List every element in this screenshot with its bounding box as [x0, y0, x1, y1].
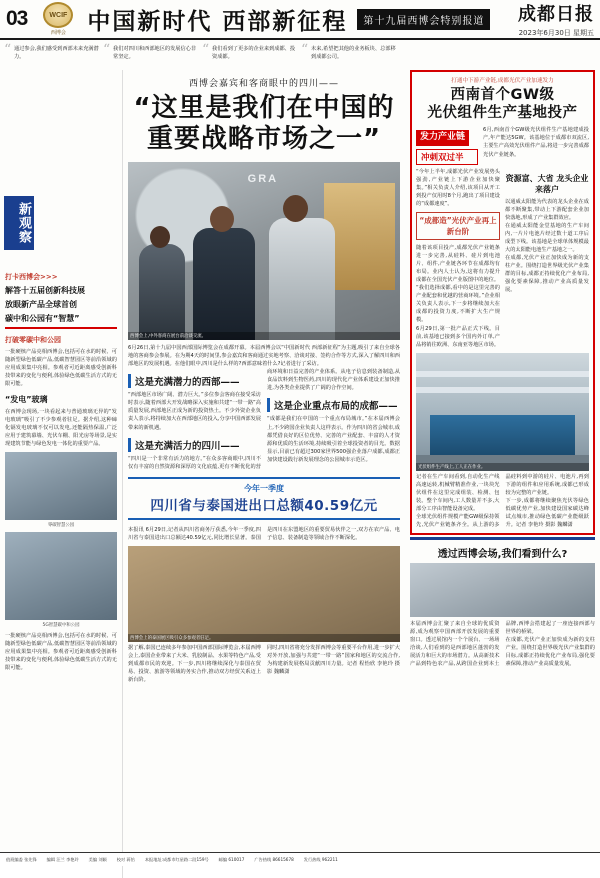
feature-photo — [416, 353, 589, 471]
feature-body-5: 6月29日,第一批产品正式下线。目前,该基地已接到多个国内外订单,产品将销往欧洲、东南亚等地区市场。 — [416, 325, 500, 348]
wcif-logo-text: WCIF — [49, 11, 68, 19]
trade-photo — [128, 546, 400, 642]
footer-item: 广告热线 86615678 — [254, 856, 294, 862]
quote-mark-icon: “ — [202, 42, 210, 58]
footer-item: 发行热线 962211 — [303, 856, 338, 862]
publish-date: 2023年6月30日 星期五 — [518, 29, 594, 37]
left-rail-sub-body: 在西博会现场,一块看起来与普通玻璃无异的“发电玻璃”吸引了不少参观者驻足。据介绍,这种碲化镉发电玻璃不仅可以发电,还能隔热保温,广泛应用于建筑幕墙、光伏车棚、阳光房等场景,是实现建筑节能与绿色发电一体化的重要产品。 — [5, 408, 117, 447]
feature-col-body-3: 全球光伏组件规模产能GW级保持领先,光伏产业链条齐全。从上游的多晶硅料到中游的硅片、电池片,再到下游的组件和应用系统,成都已形成较为完整的产业链。 — [416, 473, 589, 529]
wcif-logo-sub: 西博会 — [50, 30, 66, 36]
wcif-logo-icon — [35, 2, 81, 36]
feature-photo-caption: 光伏组件生产线上,工人正在作业。 — [416, 463, 589, 471]
quote-item — [103, 42, 198, 62]
feature-column — [405, 70, 595, 878]
lead-headline-line-2: 重要战略市场之一” — [146, 124, 382, 155]
main-column — [123, 70, 405, 878]
left-rail-head-1: 解答十五届创新科技展 — [5, 285, 85, 295]
lead-photo — [128, 162, 400, 340]
photo-machine — [430, 415, 575, 457]
photo-figure-head — [150, 226, 170, 248]
feature-col-body-1: 以通威太阳能为代表的龙头企业在成都不断聚集,带动上下游配套企业加快落地,形成了产业集群效应。 — [505, 198, 589, 221]
quote-item — [4, 42, 99, 62]
photo-figure — [139, 244, 185, 340]
masthead — [0, 0, 600, 40]
trade-photo-caption: 西博会上的泰国展区吸引众多参观者驻足。 — [128, 634, 400, 642]
left-rail-label: 打卡西博会>>> — [5, 272, 58, 281]
feature-bottom-body: 本届西博会汇聚了来自全球的优质资源,成为观察中国西部开放发展的重要窗口。透过展馆内一个个展台、一场场洽谈,人们看到的是西部地区蓬勃的发展活力和巨大的市场潜力。从高新技术产品到特色农产品,从跨国企业到本土品牌,西博会搭建起了一座连接西部与世界的桥梁。 — [410, 621, 595, 668]
feature-col-body-2: 在成都,光伏产业正加快成为新的支柱产业。围绕打造世界级光伏产业集群的目标,成都正持续优化产业布局,强化要素保障,推动产业高质量发展。 — [505, 255, 589, 294]
divider — [410, 537, 595, 540]
section-body-3: “成都是我们在中国的一个重点布局城市。”在本届西博会上,不少跨国企业负责人这样表示。作为四川的省会城市,成都凭借良好的区位优势、完善的产业配套、丰富的人才资源和优质的生活环境,持续吸引着全球投资者的目光。数据显示,目前已有超过300家世界500强企业落户成都,成都正加快建设践行新发展理念的公园城市示范区。 — [267, 416, 400, 463]
trade-banner-body: 本报讯 6月29日,记者从四川省商务厅获悉,今年一季度,四川省与泰国进出口总额达40.59亿元,同比增长显著。泰国是四川在东盟地区的重要贸易伙伴之一,双方在农产品、电子信息、装备制造等领域合作不断深化。 — [128, 526, 400, 541]
feature-bottom-title: 透过西博会场,我们看到什么? — [437, 549, 568, 561]
quote-mark-icon: “ — [4, 42, 12, 58]
footer-item: 值班编委 张先锋 — [6, 856, 37, 862]
section-body-1: “西部地区市场广阔、潜力巨大。”多位参会客商在接受采访时表示,随着西部大开发战略深入实施和共建“一带一路”高质量发展,西部地区正成为新的投资热土。不少外资企业负责人表示,将持续加大在西部地区的投入,分享中国西部发展带来的新机遇。 — [128, 392, 261, 431]
feature-body-1: “今年上半年,成都光伏产业发展势头强劲,产业链上下游企业加快聚集。”相关负责人介绍,该项目从开工到投产仅用时8个月,跑出了项目建设的“成都速度”。 — [416, 168, 500, 207]
quote-mark-icon: “ — [301, 42, 309, 58]
photo-figure — [269, 218, 335, 340]
feature-body-2: 记者在生产车间看到,自动化生产线高速运转,机械臂精准作业,一块块光伏组件在这里完成组装、检测、包装。整个车间内,工人数量并不多,大部分工序由智能设备完成。 — [416, 473, 500, 512]
masthead-subtitle: 第十九届西博会特别报道 — [357, 9, 490, 30]
section-body-2: “四川是一个非常有活力的地方。”在众多客商眼中,四川不仅有丰富的自然资源和深厚的文化底蕴,更有不断优化的营商环境和日益完善的产业体系。从电子信息到装备制造,从食品饮料到生物医药,四川的现代化产业体系建设正加快推进,为各类企业提供了广阔的合作空间。 — [128, 369, 400, 470]
quotes-row — [0, 40, 400, 66]
left-rail-photo-2 — [5, 532, 117, 620]
trade-body-left: 据了解,泰国已连续多年参加中国西部国际博览会,本届西博会上,泰国企业带来了大米、乳胶制品、水果等特色产品,受到成都市民的欢迎。下一步,四川将继续深化与泰国在贸易、投资、旅游等领域的务实合作,推动双方经贸关系迈上新台阶。 — [128, 644, 261, 684]
campaign-stamp-line-1: 发力产业链 — [416, 130, 469, 145]
quote-item — [202, 42, 297, 62]
campaign-stamp-line-2: 冲刺双过半 — [416, 149, 478, 165]
lead-photo-caption: 西博会上,中外客商在展台前洽谈交流。 — [128, 332, 400, 340]
footer-item: 美编 刘颖 — [88, 856, 107, 862]
footer-item: 邮编 610017 — [218, 856, 245, 862]
feature-subhead-1: “成都造”光伏产业再上新台阶 — [416, 212, 500, 240]
masthead-title: 中国新时代 西部新征程 — [87, 8, 348, 35]
footer-item: 本报地址:成都市红星路二段159号 — [144, 856, 209, 862]
masthead-right — [518, 0, 600, 38]
quote-text: 我们看到了更多的企业来到成都、投资成都。 — [212, 46, 296, 61]
feature-body-3: 随着该项目投产,成都光伏产业链条进一步完善,从硅料、硅片到电池片、组件,产业链各环节在成都均有布局。业内人士认为,这将有力提升成都在全国光伏产业版图中的地位。 — [416, 244, 500, 284]
photo-beam — [416, 371, 589, 377]
section-title-3: 这是企业重点布局的成都—— — [267, 398, 400, 412]
feature-body-4: “我们选择成都,看中的是这里完善的产业配套和优越的营商环境。”企业相关负责人表示,下一步将继续加大在成都的投资力度,不断扩大生产规模。 — [416, 285, 500, 324]
left-rail-head-3: 碳中和公园有“智慧” — [5, 314, 80, 323]
lead-kicker: 西博会嘉宾和客商眼中的四川—— — [188, 78, 339, 89]
section-title-2: 这是充满活力的四川—— — [128, 438, 261, 452]
feature-headline-line-2: 光伏组件生产基地投产 — [427, 105, 578, 122]
footer-item: 编辑 汪兰 李艳玲 — [46, 856, 79, 862]
divider — [5, 327, 117, 329]
left-rail — [5, 70, 123, 878]
section-badge: 新观察 — [4, 196, 34, 250]
feature-bottom-body-2: 在成都,光伏产业正加快成为新的支柱产业。围绕打造世界级光伏产业集群的目标,成都正持续优化产业布局,强化要素保障,推动产业高质量发展。 — [505, 637, 595, 668]
quote-mark-icon: “ — [103, 42, 111, 58]
left-rail-photo — [5, 452, 117, 520]
photo-figure — [193, 228, 255, 340]
photo-sign-text: GRA — [247, 172, 279, 185]
quote-text: 我们对四川和西部地区的发展信心非常坚定。 — [113, 46, 197, 61]
photo-figure-head — [210, 206, 234, 232]
trade-body-right: 同时,四川省将充分发挥西博会等重要平台作用,进一步扩大对外开放,加强与共建“一带一路”国家和地区的交流合作,为构建新发展格局贡献四川力量。记者 程怡欣 李艳玲 摄影 魏麟潇 — [267, 644, 400, 675]
left-rail-extra-body: 一批硬核产品亮相西博会,包括可在水的时候、可随新型绿色低碳产品,低碳智慧园区等前沿领域的应用成果集中亮相。参观者可近距离感受创新科技带来的变化与便利,体验绿色低碳生活方式的无限可能。 — [5, 633, 117, 672]
feature-col-title: 资源富、大省 龙头企业来落户 — [505, 173, 589, 194]
feature-col-body-4: 下一步,成都将继续聚焦光伏等绿色低碳优势产业,加快建设国家碳达峰试点城市,推动绿色低碳产业能级跃升。记者 李艳玲 摄影 魏麟潇 — [505, 497, 589, 529]
feature-bottom-photo — [410, 563, 595, 617]
feature-kicker: 打通中下游产业链,成都光伏产业加速发力 — [451, 77, 554, 84]
page-footer — [0, 852, 600, 866]
left-rail-photo-caption: 零碳智慧公园 — [47, 523, 75, 528]
feature-headline-line-1: 西南首个GW级 — [450, 86, 555, 103]
lead-headline-line-1: “这里是我们在中国的 — [133, 92, 395, 123]
quote-text: 通过参会,我们感受到西部未来充满潜力。 — [14, 46, 99, 61]
footer-item: 校对 蒋怡 — [116, 856, 135, 862]
quote-text: 未来,希望把其他的业务板块、总部移到成都公司。 — [311, 46, 396, 61]
photo-figure-head — [283, 195, 308, 222]
page-body — [0, 66, 600, 878]
feature-col-body-1b: 在通威太阳能金堂基地的生产车间内,一片片电池片经过数十道工序后成型下线。该基地是全球单体规模最大的太阳能电池生产基地之一。 — [505, 222, 589, 253]
left-rail-head-2: 放眼新产品全球首创 — [5, 299, 77, 309]
feature-lead: 6月,西南首个GW级光伏组件生产基地建成投产,年产能达5GW。该基地位于成都市双流区,主要生产高效光伏组件产品,将进一步完善成都光伏产业链条。 — [483, 127, 589, 158]
page-number: 03 — [6, 7, 28, 30]
newspaper-brand: 成都日报 — [518, 4, 594, 25]
feature-box — [410, 70, 595, 536]
left-rail-photo-caption-2: 5G智慧碳中和公园 — [42, 623, 80, 628]
main-intro: 6月26日,第十九届中国西部国际博览会在成都开幕。本届西博会以“中国新时代 西部新征程”为主题,吸引了来自全球各地的客商参会参展。在为期4天的时间里,参会嘉宾和客商通过实地考察、洽谈对接、签约合作等方式,深入了解四川和西部地区的发展机遇。在他们眼中,四川是什么样的?西部意味着什么?记者进行了采访。 — [128, 345, 400, 368]
trade-banner — [128, 477, 400, 520]
photo-beam — [416, 387, 589, 393]
quote-item — [301, 42, 396, 62]
section-title-1: 这是充满潜力的西部—— — [128, 374, 261, 388]
trade-banner-kicker: 今年一季度 — [244, 483, 284, 493]
left-rail-section-title: 打破零碳中和公园 — [5, 336, 61, 345]
left-rail-body: 一批硬核产品亮相西博会,包括可在水的时候、可随新型绿色低碳产品,低碳智慧园区等前沿领域的应用成果集中亮相。参观者可近距离感受创新科技带来的变化与便利,体验绿色低碳生活方式的无限可能。 — [5, 349, 117, 388]
trade-banner-title: 四川省与泰国进出口总额40.59亿元 — [150, 497, 378, 514]
left-rail-sub-title: “发电”玻璃 — [5, 394, 48, 404]
